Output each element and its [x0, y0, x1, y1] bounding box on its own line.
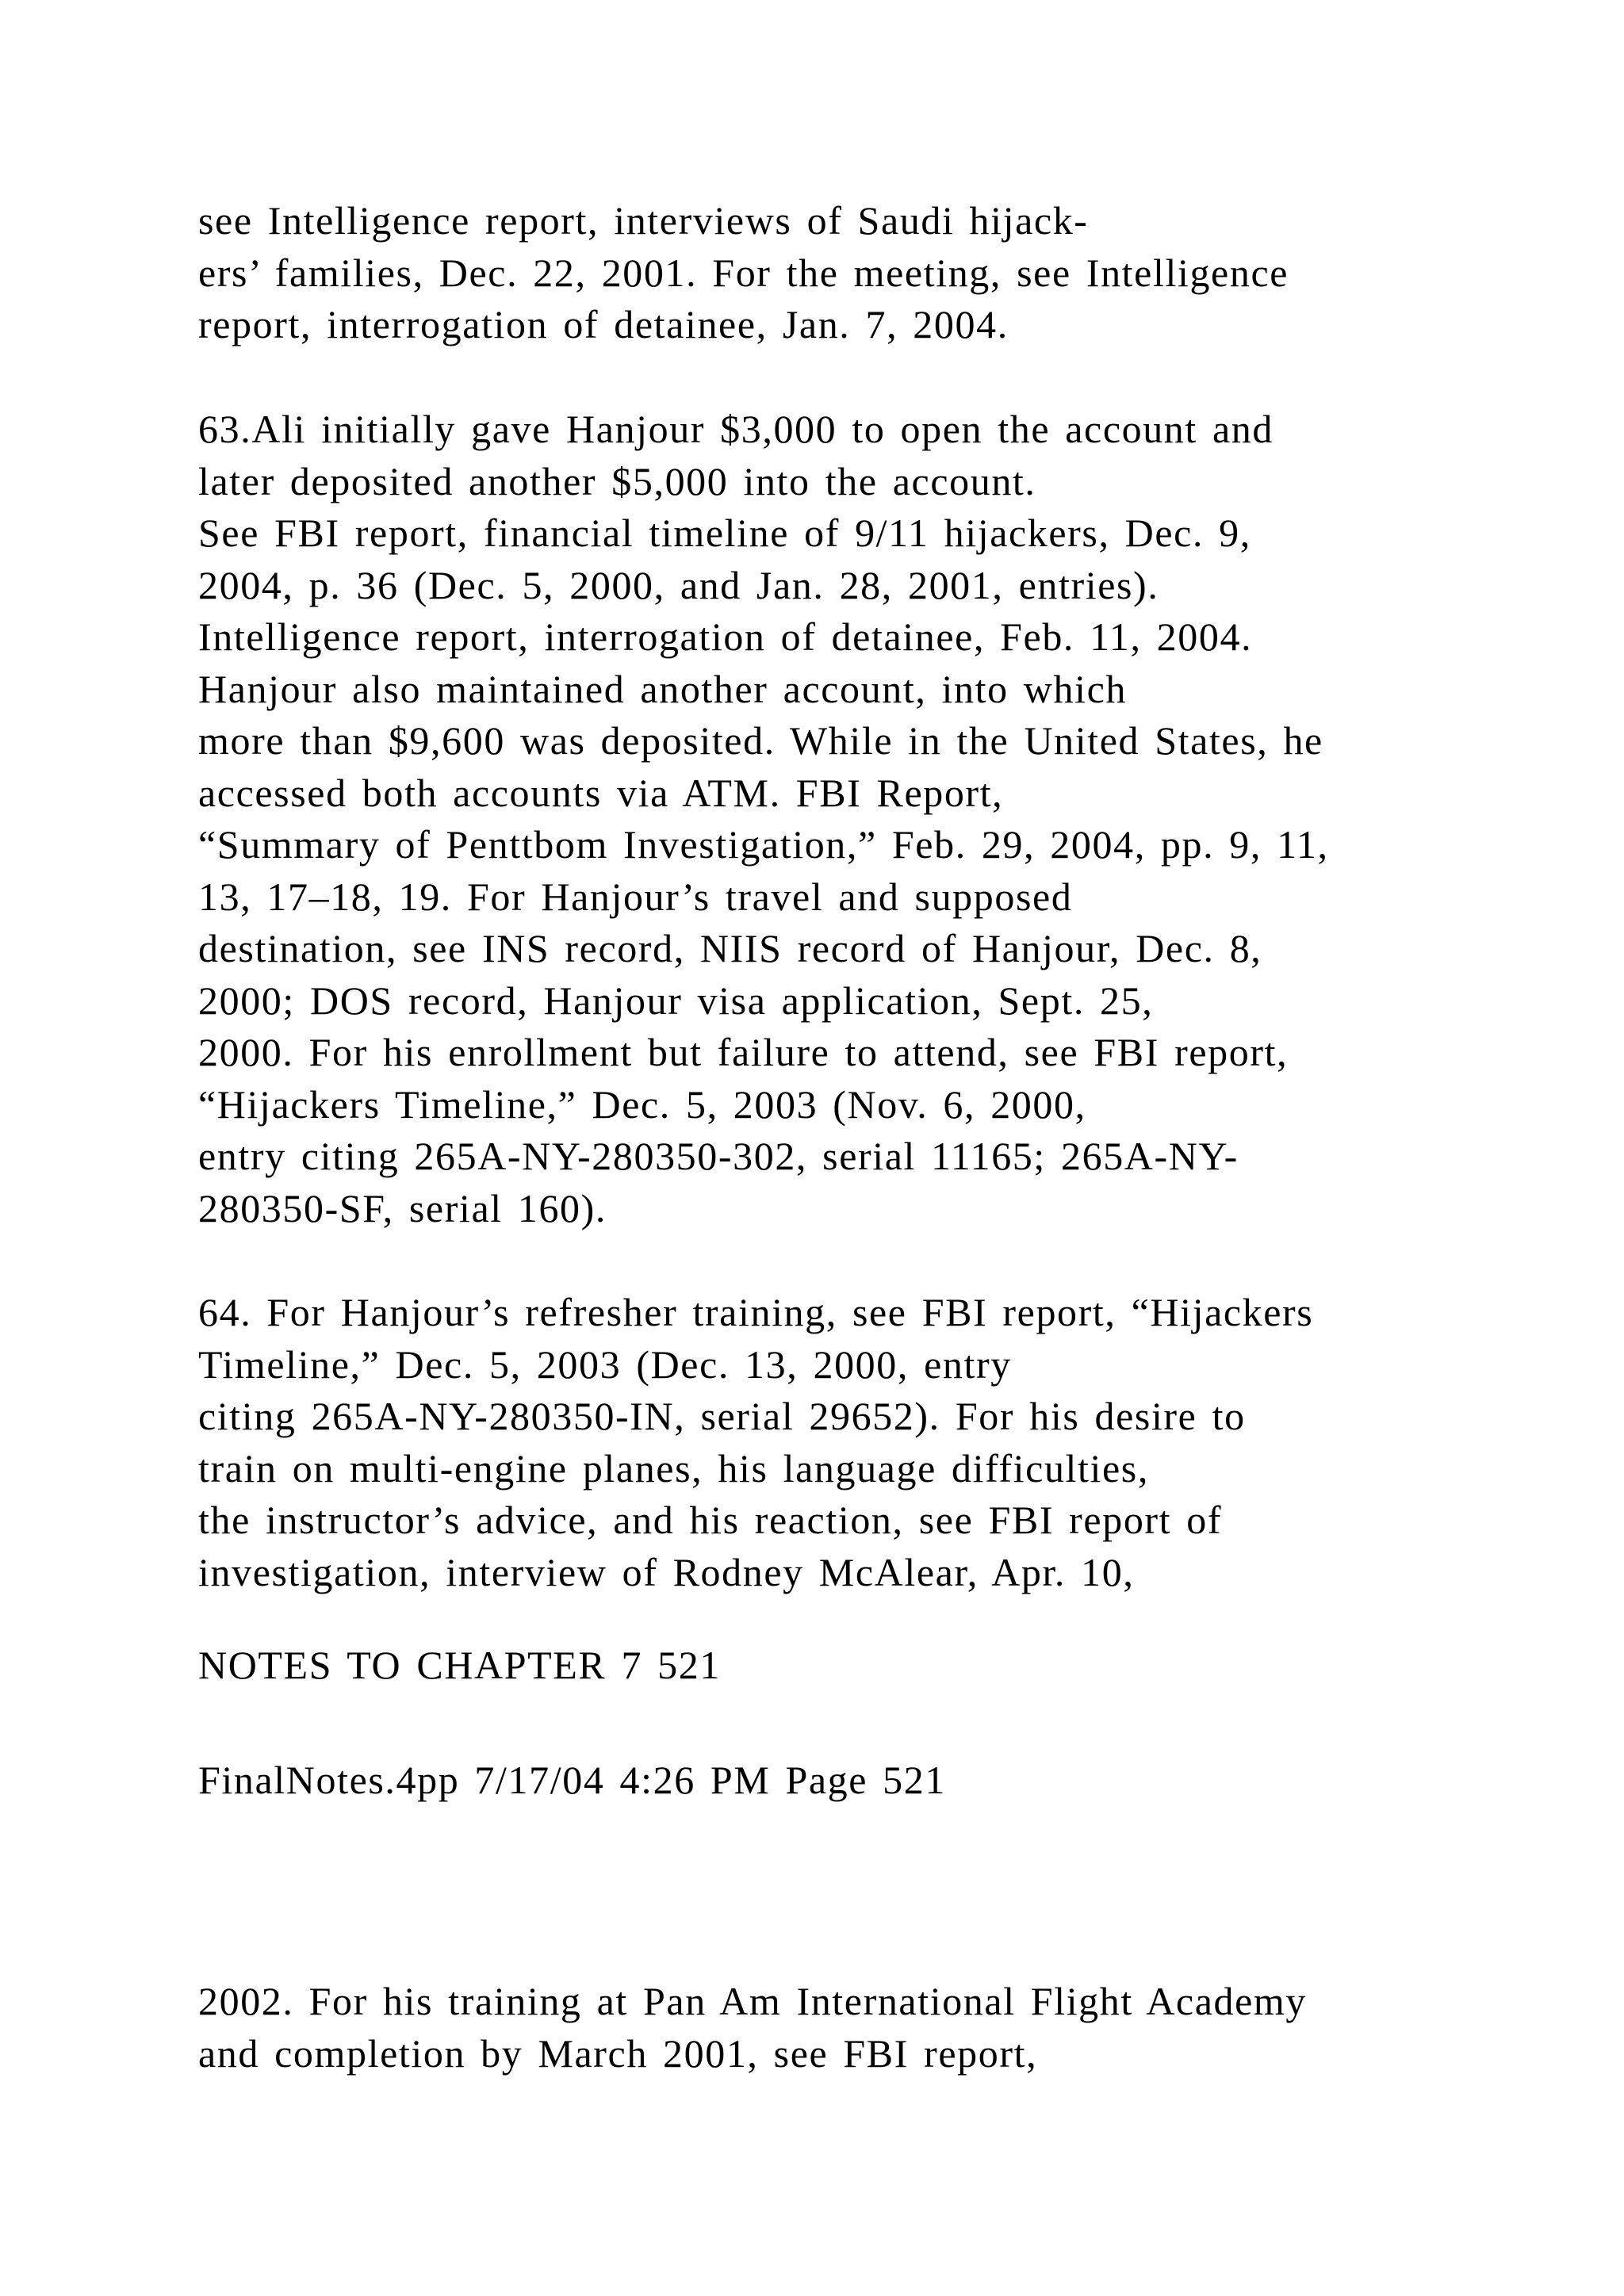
text-line: Timeline,” Dec. 5, 2003 (Dec. 13, 2000, entry: [198, 1341, 1012, 1387]
note-63: [198, 404, 1530, 1234]
text-line: 2000; DOS record, Hanjour visa application, Sept. 25,: [198, 978, 1154, 1023]
text-line: “Hijackers Timeline,” Dec. 5, 2003 (Nov. 6, 2000,: [198, 1081, 1086, 1127]
text-line: 2002. For his training at Pan Am International Flight Academy: [198, 1979, 1307, 2023]
text-line: report, interrogation of detainee, Jan. 7, 2004.: [198, 302, 1009, 346]
running-footer: [198, 1640, 1530, 1692]
text-line: 2004, p. 36 (Dec. 5, 2000, and Jan. 28, 2001, entries).: [198, 562, 1159, 607]
text-line: 2000. For his enrollment but failure to attend, see FBI report,: [198, 1030, 1289, 1074]
note-64-continuation: [198, 1976, 1530, 2080]
text-line: 13, 17–18, 19. For Hanjour’s travel and supposed: [198, 874, 1073, 919]
text-line: later deposited another $5,000 into the account.: [198, 458, 1036, 503]
text-line: Intelligence report, interrogation of detainee, Feb. 11, 2004.: [198, 614, 1253, 659]
text-line: entry citing 265A-NY-280350-302, serial 11165; 265A-NY-: [198, 1134, 1239, 1178]
text-line: investigation, interview of Rodney McAlear, Apr. 10,: [198, 1549, 1135, 1594]
note-62-continuation: [198, 195, 1530, 351]
text-line: accessed both accounts via ATM. FBI Report,: [198, 770, 1004, 815]
slug-text: FinalNotes.4pp 7/17/04 4:26 PM Page 521: [198, 1758, 946, 1802]
text-line: 280350-SF, serial 160).: [198, 1185, 607, 1230]
text-line: See FBI report, financial timeline of 9/11 hijackers, Dec. 9,: [198, 511, 1251, 555]
text-line: ers’ families, Dec. 22, 2001. For the meeting, see Intelligence: [198, 250, 1289, 295]
text-line: see Intelligence report, interviews of Saudi hijack-: [198, 198, 1089, 243]
text-line: citing 265A-NY-280350-IN, serial 29652). For his desire to: [198, 1394, 1246, 1438]
print-slug: [198, 1755, 1530, 1807]
note-64: [198, 1287, 1530, 1598]
text-line: train on multi-engine planes, his language difficulties,: [198, 1445, 1149, 1490]
text-line: 63.Ali initially gave Hanjour $3,000 to open the account and: [198, 407, 1274, 451]
text-line: more than $9,600 was deposited. While in the United States, he: [198, 718, 1323, 763]
text-line: the instructor’s advice, and his reaction, see FBI report of: [198, 1498, 1223, 1542]
footer-text: NOTES TO CHAPTER 7 521: [198, 1643, 721, 1687]
text-line: destination, see INS record, NIIS record of Hanjour, Dec. 8,: [198, 926, 1262, 970]
text-line: “Summary of Penttbom Investigation,” Feb. 29, 2004, pp. 9, 11,: [198, 822, 1329, 867]
text-line: Hanjour also maintained another account, into which: [198, 666, 1127, 711]
text-line: and completion by March 2001, see FBI report,: [198, 2030, 1038, 2076]
text-line: 64. For Hanjour’s refresher training, see FBI report, “Hijackers: [198, 1290, 1314, 1334]
